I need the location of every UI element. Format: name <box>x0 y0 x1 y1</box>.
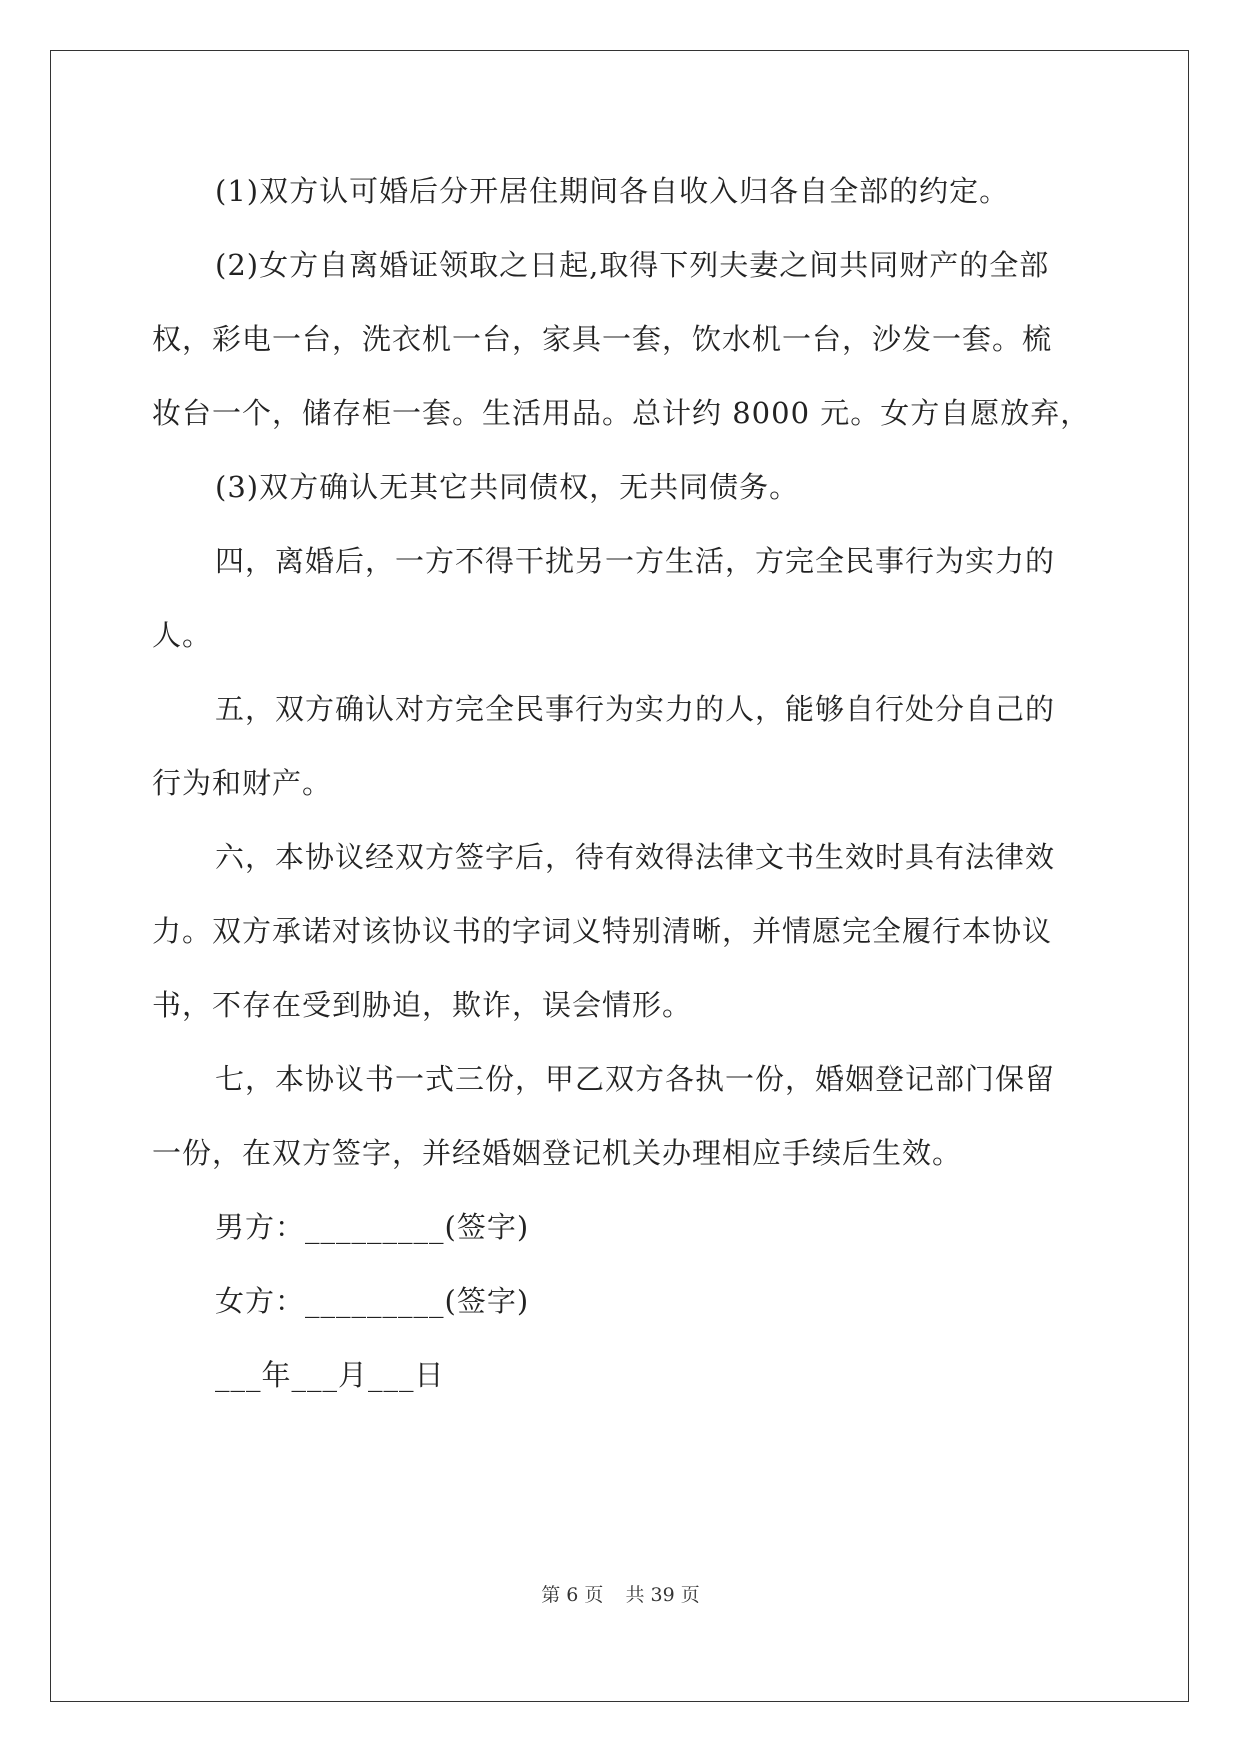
paragraph-line: 一份，在双方签字，并经婚姻登记机关办理相应手续后生效。 <box>152 1136 963 1170</box>
paragraph-line: 七，本协议书一式三份，甲乙双方各执一份，婚姻登记部门保留 <box>215 1062 1056 1096</box>
paragraph-line: 力。双方承诺对该协议书的字词义特别清晰，并情愿完全履行本协议 <box>152 914 1053 948</box>
page-number: 第 6 页 <box>541 1584 604 1606</box>
paragraph-line: (2)女方自离婚证领取之日起,取得下列夫妻之间共同财产的全部 <box>215 248 1050 282</box>
paragraph-line: 权，彩电一台，洗衣机一台，家具一套，饮水机一台，沙发一套。梳 <box>152 322 1053 356</box>
paragraph-line: 行为和财产。 <box>152 766 333 800</box>
paragraph-line: 书，不存在受到胁迫，欺诈，误会情形。 <box>152 988 693 1022</box>
page-footer <box>0 1580 1241 1607</box>
paragraph-line: 五，双方确认对方完全民事行为实力的人，能够自行处分自己的 <box>215 692 1056 726</box>
paragraph-line: 六，本协议经双方签字后，待有效得法律文书生效时具有法律效 <box>215 840 1056 874</box>
paragraph-line: (3)双方确认无其它共同债权，无共同债务。 <box>215 470 800 504</box>
page-total: 共 39 页 <box>625 1584 700 1606</box>
paragraph-line: (1)双方认可婚后分开居住期间各自收入归各自全部的约定。 <box>215 174 1010 208</box>
paragraph-line: 人。 <box>152 618 213 652</box>
signature-line-female: 女方：_________(签字) <box>215 1284 530 1318</box>
date-line: ___年___月___日 <box>215 1358 445 1392</box>
signature-line-male: 男方：_________(签字) <box>215 1210 530 1244</box>
paragraph-line: 四，离婚后，一方不得干扰另一方生活，方完全民事行为实力的 <box>215 544 1056 578</box>
paragraph-line: 妆台一个，储存柜一套。生活用品。总计约 8000 元。女方自愿放弃， <box>152 396 1091 430</box>
